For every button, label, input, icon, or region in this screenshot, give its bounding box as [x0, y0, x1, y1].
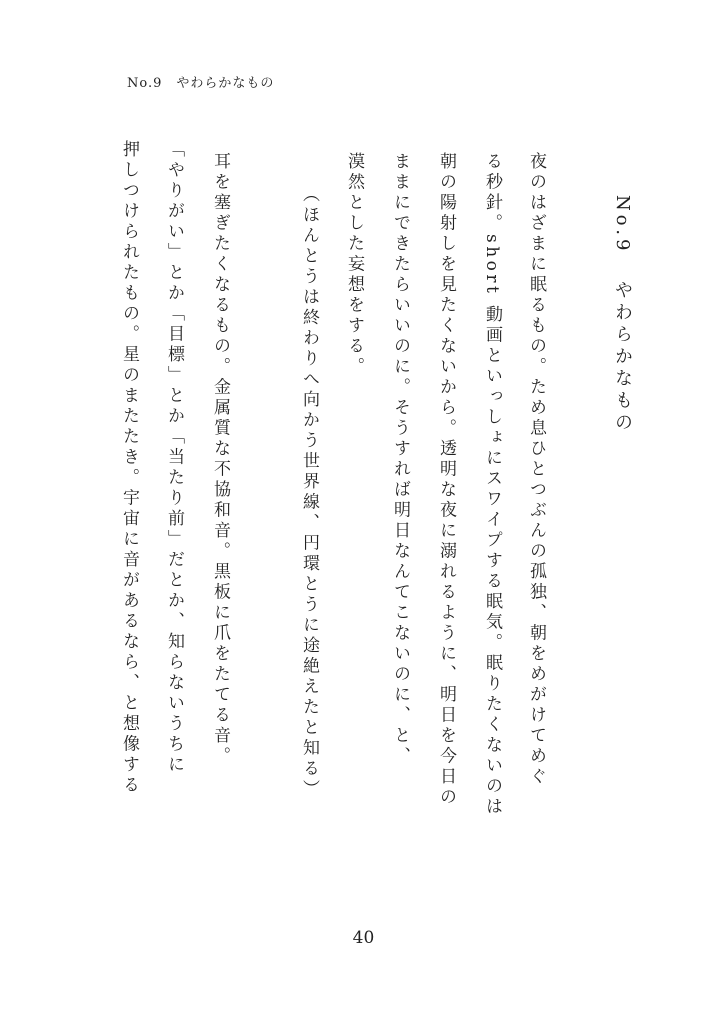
chapter-title — [613, 195, 631, 434]
running-header-title: やわらかなもの — [176, 76, 275, 91]
body-line-1: 夜のはざまに眠るもの。ため息ひとつぶんの孤独、朝をめがけてめぐ — [526, 152, 546, 788]
body-line-2: る秒針。short 動画といっしょにスワイプする眠気。眠りたくないのは — [482, 152, 502, 818]
page-number: 40 — [352, 928, 375, 948]
chapter-number: No.9 — [612, 195, 633, 255]
body-line-9: 押しつけられたもの。星のまたたき。宇宙に音があるなら、と想像する — [119, 140, 139, 796]
body-line-8: 「やりがい」とか「目標」とか「当たり前」だとか、知らないうちに — [164, 140, 184, 776]
body-line-6: （ほんとうは終わりへ向かう世界線、円環とうに途絶えたと知る） — [299, 185, 319, 800]
chapter-title-text: やわらかなもの — [612, 280, 633, 435]
body-line-3: 朝の陽射しを見たくないから。透明な夜に溺れるように、明日を今日の — [436, 152, 456, 808]
running-header-number: No.9 — [127, 76, 163, 91]
body-line-7: 耳を塞ぎたくなるもの。金属質な不協和音。黒板に爪をたてる音。 — [210, 152, 230, 767]
running-header — [127, 72, 274, 91]
body-line-4: ままにできたらいいのに。そうすれば明日なんてこないのに、と、 — [390, 152, 410, 767]
body-line-5: 漠然とした妄想をする。 — [344, 152, 364, 378]
